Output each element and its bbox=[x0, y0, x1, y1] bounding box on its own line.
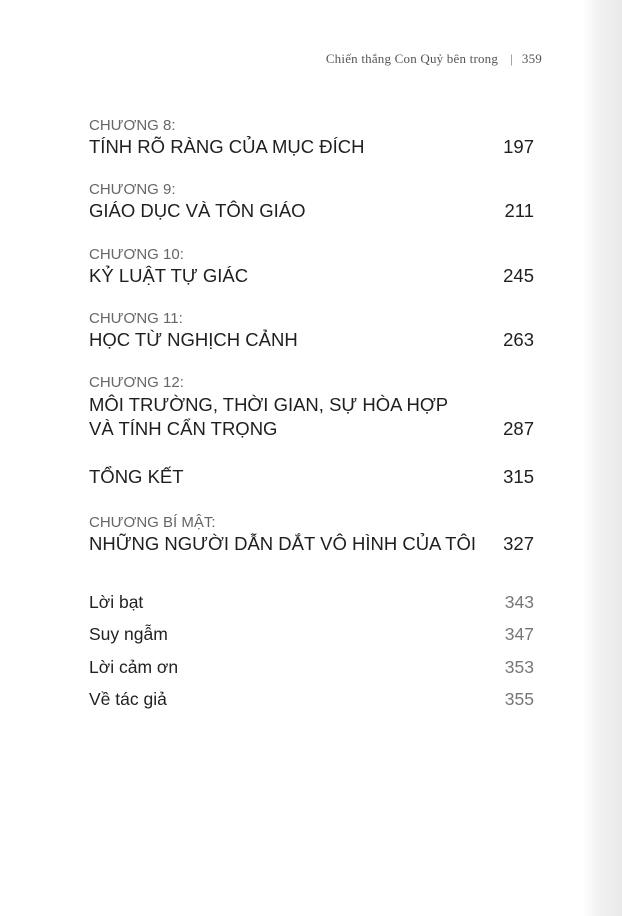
chapter-title-line-1: MÔI TRƯỜNG, THỜI GIAN, SỰ HÒA HỢP bbox=[89, 394, 449, 415]
chapter-title: TÍNH RÕ RÀNG CỦA MỤC ĐÍCH bbox=[89, 136, 365, 157]
chapter-title-line-2: VÀ TÍNH CẨN TRỌNG bbox=[89, 418, 278, 439]
toc-entry-reflection[interactable] bbox=[89, 622, 534, 646]
chapter-label: CHƯƠNG 9: bbox=[89, 181, 176, 198]
back-matter-title: Lời cảm ơn bbox=[89, 657, 179, 677]
toc-entry-chapter-8[interactable] bbox=[89, 117, 534, 159]
toc-entry-chapter-10[interactable] bbox=[89, 246, 534, 288]
page-number: 359 bbox=[521, 51, 542, 66]
page-edge-shadow bbox=[582, 0, 622, 916]
header-separator: | bbox=[510, 51, 513, 66]
toc-entry-chapter-9[interactable] bbox=[89, 181, 534, 223]
back-matter-page: 343 bbox=[504, 592, 534, 612]
back-matter-title: Về tác giả bbox=[89, 689, 167, 709]
back-matter-page: 347 bbox=[504, 624, 534, 644]
chapter-title: TỔNG KẾT bbox=[89, 466, 184, 487]
toc-entry-about-author[interactable] bbox=[89, 687, 534, 711]
chapter-label: CHƯƠNG 10: bbox=[89, 246, 184, 263]
toc-entry-acknowledgements[interactable] bbox=[89, 655, 534, 679]
chapter-title: GIÁO DỤC VÀ TÔN GIÁO bbox=[89, 200, 306, 221]
running-header bbox=[0, 51, 542, 67]
chapter-page: 197 bbox=[503, 136, 534, 157]
toc-entry-afterword[interactable] bbox=[89, 590, 534, 614]
back-matter-page: 353 bbox=[504, 657, 534, 677]
toc-entry-chapter-12[interactable] bbox=[89, 374, 534, 441]
chapter-page: 327 bbox=[503, 533, 534, 554]
chapter-label: CHƯƠNG 8: bbox=[89, 117, 176, 134]
chapter-label: CHƯƠNG 12: bbox=[89, 374, 184, 391]
chapter-page: 263 bbox=[503, 329, 534, 350]
chapter-title: NHỮNG NGƯỜI DẪN DẮT VÔ HÌNH CỦA TÔI bbox=[89, 533, 477, 554]
chapter-page: 211 bbox=[504, 200, 534, 221]
chapter-title: KỶ LUẬT TỰ GIÁC bbox=[89, 265, 249, 286]
back-matter-title: Suy ngẫm bbox=[89, 624, 168, 644]
toc-entry-secret-chapter[interactable] bbox=[89, 514, 534, 556]
back-matter-page: 355 bbox=[504, 689, 534, 709]
chapter-label: CHƯƠNG BÍ MẬT: bbox=[89, 514, 216, 531]
chapter-label: CHƯƠNG 11: bbox=[89, 310, 183, 327]
toc-entry-summary[interactable] bbox=[89, 465, 534, 489]
book-title: Chiến thắng Con Quỷ bên trong bbox=[325, 51, 499, 66]
chapter-page: 245 bbox=[503, 265, 534, 286]
chapter-page: 315 bbox=[503, 466, 534, 487]
chapter-page: 287 bbox=[503, 418, 534, 439]
chapter-title: HỌC TỪ NGHỊCH CẢNH bbox=[89, 329, 298, 350]
back-matter-title: Lời bạt bbox=[89, 592, 144, 612]
toc-entry-chapter-11[interactable] bbox=[89, 310, 534, 352]
